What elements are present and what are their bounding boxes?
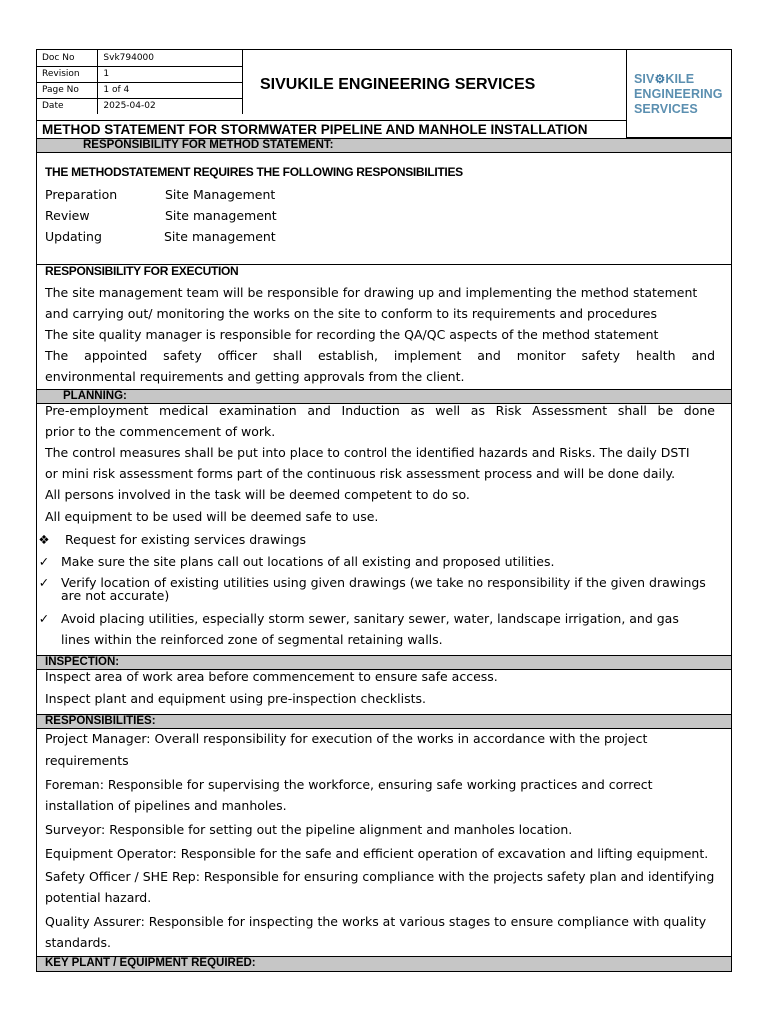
date-value: 2025-04-02 <box>98 98 243 114</box>
section-subheading: THE METHODSTATEMENT REQUIRES THE FOLLOWING RESPONSIBILITIES <box>45 165 463 179</box>
body-text: The site management team will be responsible for drawing up and implementing the method statement <box>45 285 698 300</box>
logo-text-part: SIV <box>634 72 655 86</box>
doc-info-row <box>37 82 243 98</box>
responsibility-owner: Site management <box>164 229 276 244</box>
section-heading: PLANNING: <box>63 390 127 402</box>
list-item-text: Make sure the site plans call out locations of all existing and proposed utilities. <box>61 554 555 569</box>
body-text: Project Manager: Overall responsibility for execution of the works in accordance with the project <box>45 731 648 746</box>
section-heading-bar <box>37 389 731 404</box>
list-item-text: Avoid placing utilities, especially storm sewer, sanitary sewer, water, landscape irrigation, and gas <box>61 611 679 626</box>
checkmark-icon: ✓ <box>38 611 50 626</box>
section-heading-bar <box>37 138 731 153</box>
company-logo <box>634 72 730 117</box>
section-heading: INSPECTION: <box>45 656 120 668</box>
body-text: Quality Assurer: Responsible for inspecting the works at various stages to ensure compliance with quality <box>45 914 707 929</box>
body-text: Equipment Operator: Responsible for the safe and efficient operation of excavation and lifting equipment. <box>45 846 709 861</box>
company-name: SIVUKILE ENGINEERING SERVICES <box>243 50 627 120</box>
section-heading-bar <box>37 714 731 729</box>
body-text: environmental requirements and getting approvals from the client. <box>45 369 465 384</box>
body-text: The control measures shall be put into place to control the identified hazards and Risks. The daily DSTI <box>45 445 690 460</box>
doc-no-label: Doc No <box>37 50 98 66</box>
body-text: The appointed safety officer shall establish, implement and monitor safety health and <box>45 348 715 363</box>
responsibility-owner: Site Management <box>165 187 276 202</box>
section-subheading: RESPONSIBILITY FOR EXECUTION <box>45 264 239 278</box>
page-no-label: Page No <box>37 82 98 98</box>
body-text: requirements <box>45 753 129 768</box>
responsibility-task: Preparation <box>45 187 118 202</box>
revision-label: Revision <box>37 66 98 82</box>
document-frame <box>36 49 732 972</box>
list-item-text: Request for existing services drawings <box>65 532 307 547</box>
section-heading-bar <box>37 956 731 971</box>
checkmark-icon: ✓ <box>38 554 50 569</box>
body-text: All persons involved in the task will be deemed competent to do so. <box>45 487 470 502</box>
diamond-bullet-icon: ❖ <box>38 532 50 547</box>
checkmark-icon: ✓ <box>38 575 50 590</box>
doc-no-value: Svk794000 <box>98 50 243 66</box>
responsibility-task: Review <box>45 208 90 223</box>
date-label: Date <box>37 98 98 114</box>
section-heading: RESPONSIBILITIES: <box>45 715 156 727</box>
body-text: Inspect area of work area before commencement to ensure safe access. <box>45 669 498 684</box>
gear-icon: ⚙ <box>654 72 666 86</box>
doc-info-table <box>37 50 243 114</box>
document-title: METHOD STATEMENT FOR STORMWATER PIPELINE AND MANHOLE INSTALLATION <box>37 120 627 138</box>
doc-info-row <box>37 66 243 82</box>
body-text: prior to the commencement of work. <box>45 424 276 439</box>
doc-info-row <box>37 50 243 66</box>
section-heading: RESPONSIBILITY FOR METHOD STATEMENT: <box>83 139 334 151</box>
logo-text-part: SERVICES <box>634 102 698 116</box>
body-text: standards. <box>45 935 111 950</box>
logo-text-part: KILE <box>665 72 695 86</box>
responsibility-owner: Site management <box>165 208 277 223</box>
body-text: installation of pipelines and manholes. <box>45 798 287 813</box>
revision-value: 1 <box>98 66 243 82</box>
body-text: or mini risk assessment forms part of the continuous risk assessment process and will be done daily. <box>45 466 676 481</box>
body-text: potential hazard. <box>45 890 152 905</box>
body-text: Foreman: Responsible for supervising the workforce, ensuring safe working practices and correct <box>45 777 653 792</box>
body-text: The site quality manager is responsible for recording the QA/QC aspects of the method statement <box>45 327 659 342</box>
body-text: Safety Officer / SHE Rep: Responsible for ensuring compliance with the projects safety plan and identifying <box>45 869 715 884</box>
body-text: All equipment to be used will be deemed safe to use. <box>45 509 379 524</box>
section-heading: KEY PLANT / EQUIPMENT REQUIRED: <box>45 957 256 969</box>
list-item-text: are not accurate) <box>61 588 170 603</box>
section-heading-bar <box>37 655 731 670</box>
responsibility-task: Updating <box>45 229 102 244</box>
doc-info-row <box>37 98 243 114</box>
body-text: Inspect plant and equipment using pre-inspection checklists. <box>45 691 426 706</box>
body-text: Pre-employment medical examination and Induction as well as Risk Assessment shall be done <box>45 403 715 418</box>
body-text: Surveyor: Responsible for setting out the pipeline alignment and manholes location. <box>45 822 573 837</box>
list-item-text: lines within the reinforced zone of segmental retaining walls. <box>61 632 443 647</box>
page-no-value: 1 of 4 <box>98 82 243 98</box>
body-text: and carrying out/ monitoring the works on the site to conform to its requirements and procedures <box>45 306 657 321</box>
logo-text-part: ENGINEERING <box>634 87 723 101</box>
list-item-text: Verify location of existing utilities using given drawings (we take no responsibility if the given drawings <box>61 575 706 590</box>
